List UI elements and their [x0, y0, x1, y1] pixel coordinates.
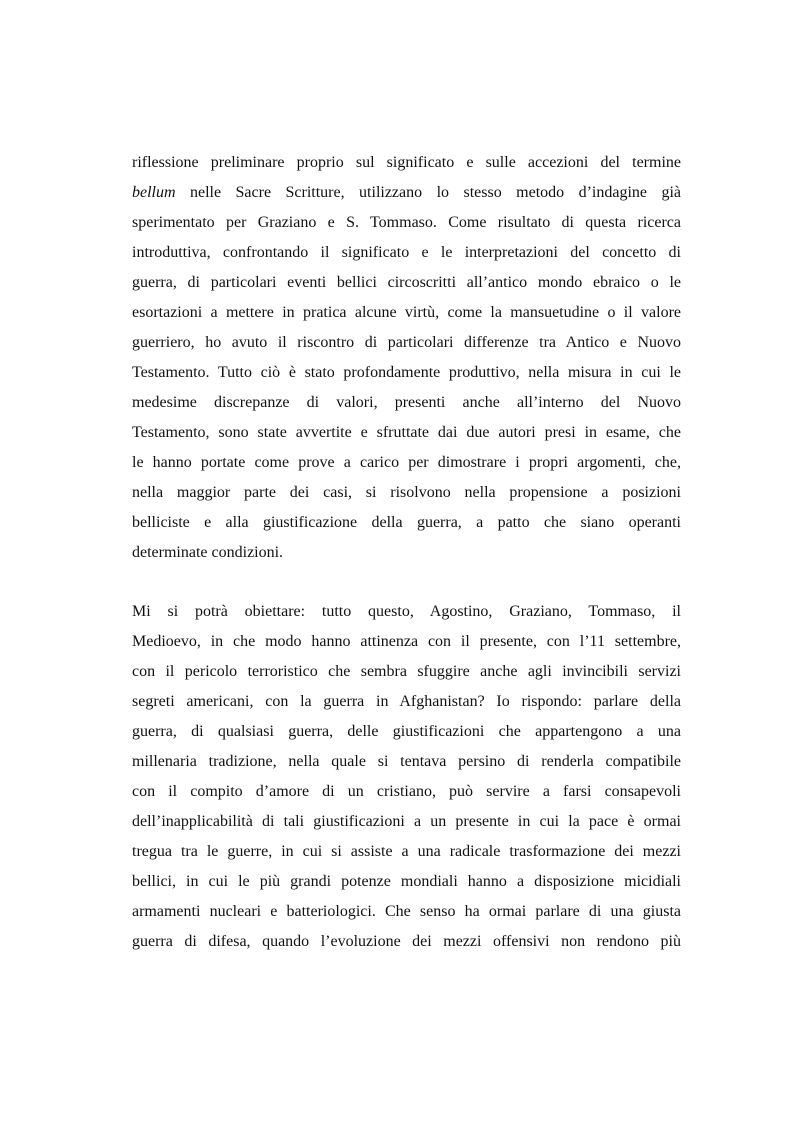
text-line: esortazioni a mettere in pratica alcune virtù, come la mansuetudine o il valore: [132, 304, 681, 321]
text-line: dell’inapplicabilità di tali giustificazioni a un presente in cui la pace è ormai: [132, 813, 681, 830]
text-line: introduttiva, confrontando il significato e le interpretazioni del concetto di: [132, 244, 681, 261]
text-line: le hanno portate come prove a carico per dimostrare i propri argomenti, che,: [132, 454, 681, 471]
text-line: bellici, in cui le più grandi potenze mondiali hanno a disposizione micidiali: [132, 873, 681, 890]
text-line: belliciste e alla giustificazione della guerra, a patto che siano operanti: [132, 514, 681, 531]
text-line: guerra, di qualsiasi guerra, delle giustificazioni che appartengono a una: [132, 723, 681, 740]
text-line: determinate condizioni.: [132, 544, 284, 561]
paragraph-1: [132, 148, 681, 568]
text-line: Testamento, sono state avvertite e sfruttate dai due autori presi in esame, che: [132, 424, 681, 441]
text-line: tregua tra le guerre, in cui si assiste a una radicale trasformazione dei mezzi: [132, 843, 681, 860]
text-line: riflessione preliminare proprio sul significato e sulle accezioni del termine: [132, 154, 681, 171]
text-line: nella maggior parte dei casi, si risolvono nella propensione a posizioni: [132, 484, 681, 501]
text-line: guerra, di particolari eventi bellici circoscritti all’antico mondo ebraico o le: [132, 274, 681, 291]
text-line-rest: nelle Sacre Scritture, utilizzano lo stesso metodo d’indagine già: [175, 184, 681, 201]
text-line: segreti americani, con la guerra in Afghanistan? Io rispondo: parlare della: [132, 693, 681, 710]
emphasis-term: bellum: [132, 184, 176, 201]
text-line: millenaria tradizione, nella quale si tentava persino di renderla compatibile: [132, 753, 681, 770]
text-line: con il compito d’amore di un cristiano, può servire a farsi consapevoli: [132, 783, 681, 800]
text-line: guerra di difesa, quando l’evoluzione dei mezzi offensivi non rendono più: [132, 933, 681, 950]
text-line: sperimentato per Graziano e S. Tommaso. Come risultato di questa ricerca: [132, 214, 681, 231]
paragraph-2: [132, 597, 681, 957]
text-line: medesime discrepanze di valori, presenti anche all’interno del Nuovo: [132, 394, 681, 411]
text-line: [132, 178, 681, 208]
text-line: Medioevo, in che modo hanno attinenza con il presente, con l’11 settembre,: [132, 633, 681, 650]
text-line: Mi si potrà obiettare: tutto questo, Agostino, Graziano, Tommaso, il: [132, 603, 681, 620]
text-line: guerriero, ho avuto il riscontro di particolari differenze tra Antico e Nuovo: [132, 334, 681, 351]
text-line: con il pericolo terroristico che sembra sfuggire anche agli invincibili servizi: [132, 663, 681, 680]
text-line: Testamento. Tutto ciò è stato profondamente produttivo, nella misura in cui le: [132, 364, 681, 381]
text-line: armamenti nucleari e batteriologici. Che senso ha ormai parlare di una giusta: [132, 903, 681, 920]
